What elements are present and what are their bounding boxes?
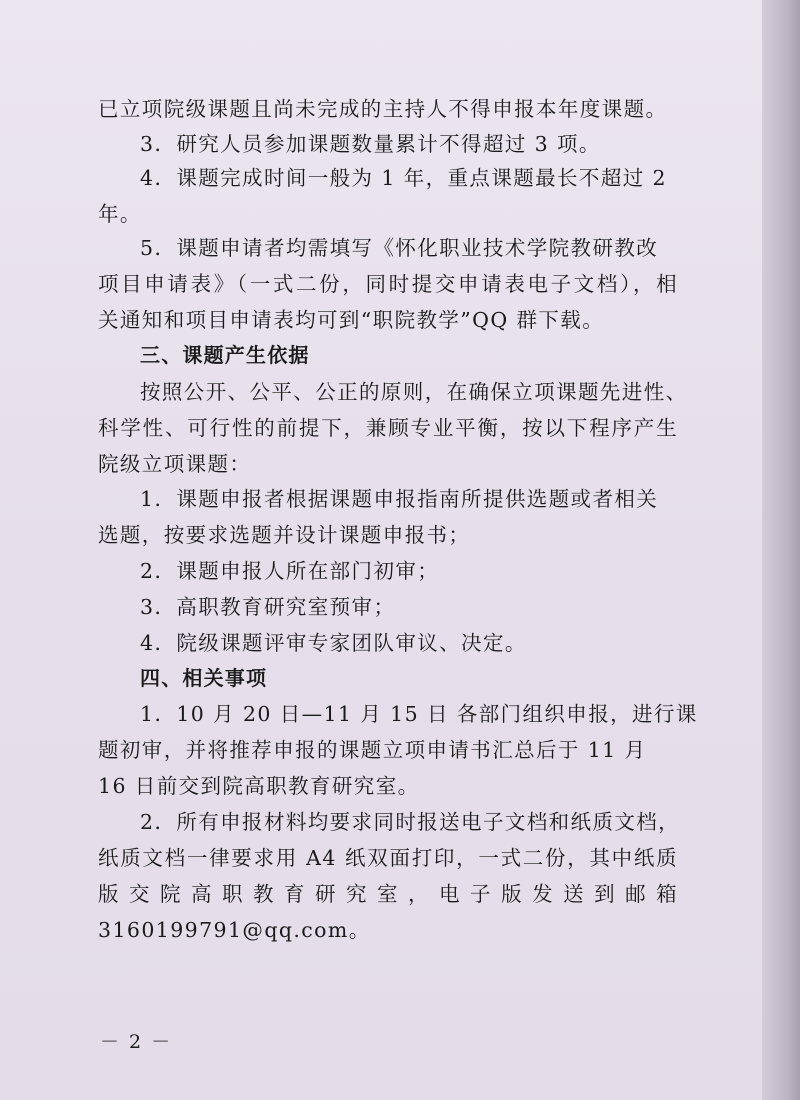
body-line: 1．课题申报者根据课题申报指南所提供选题或者相关 (140, 487, 659, 511)
body-line: 5．课题申请者均需填写《怀化职业技术学院教研教改 (140, 236, 659, 260)
body-line: 2．所有申报材料均要求同时报送电子文档和纸质文档， (140, 810, 681, 834)
body-line: 16 日前交到院高职教育研究室。 (98, 774, 420, 798)
body-line: 项目申请表》（一式二份，同时提交申请表电子文档），相 (98, 272, 678, 296)
page-edge-shadow (762, 0, 800, 1100)
page-number: － 2 － (100, 1031, 173, 1053)
body-line: 3．高职教育研究室预审； (140, 595, 396, 619)
body-line: 已立项院级课题且尚未完成的主持人不得申报本年度课题。 (98, 97, 668, 121)
body-line: 选题，按要求选题并设计课题申报书； (98, 523, 471, 547)
body-line: 3．研究人员参加课题数量累计不得超过 3 项。 (140, 132, 601, 156)
body-line: 版交院高职教育研究室，电子版发送到邮箱 (98, 882, 678, 906)
body-line: 科学性、可行性的前提下，兼顾专业平衡，按以下程序产生 (98, 416, 678, 440)
body-line: 4．课题完成时间一般为 1 年，重点课题最长不超过 2 (140, 166, 667, 190)
body-line: 关通知和项目申请表均可到“职院教学”QQ 群下载。 (98, 308, 605, 332)
body-line: 4．院级课题评审专家团队审议、决定。 (140, 631, 527, 655)
body-line: 年。 (98, 202, 142, 226)
section-heading-matters: 四、相关事项 (140, 666, 268, 690)
body-line: 院级立项课题： (98, 452, 252, 476)
email-line: 3160199791@qq.com。 (98, 918, 371, 942)
body-line: 按照公开、公平、公正的原则，在确保立项课题先进性、 (140, 380, 688, 404)
body-line: 题初审，并将推荐申报的课题立项申请书汇总后于 11 月 (98, 738, 647, 762)
body-line: 纸质文档一律要求用 A4 纸双面打印，一式二份，其中纸质 (98, 846, 678, 870)
body-line: 2．课题申报人所在部门初审； (140, 559, 440, 583)
body-line: 1．10 月 20 日—11 月 15 日 各部门组织申报，进行课 (140, 702, 698, 726)
section-heading-basis: 三、课题产生依据 (140, 343, 310, 367)
